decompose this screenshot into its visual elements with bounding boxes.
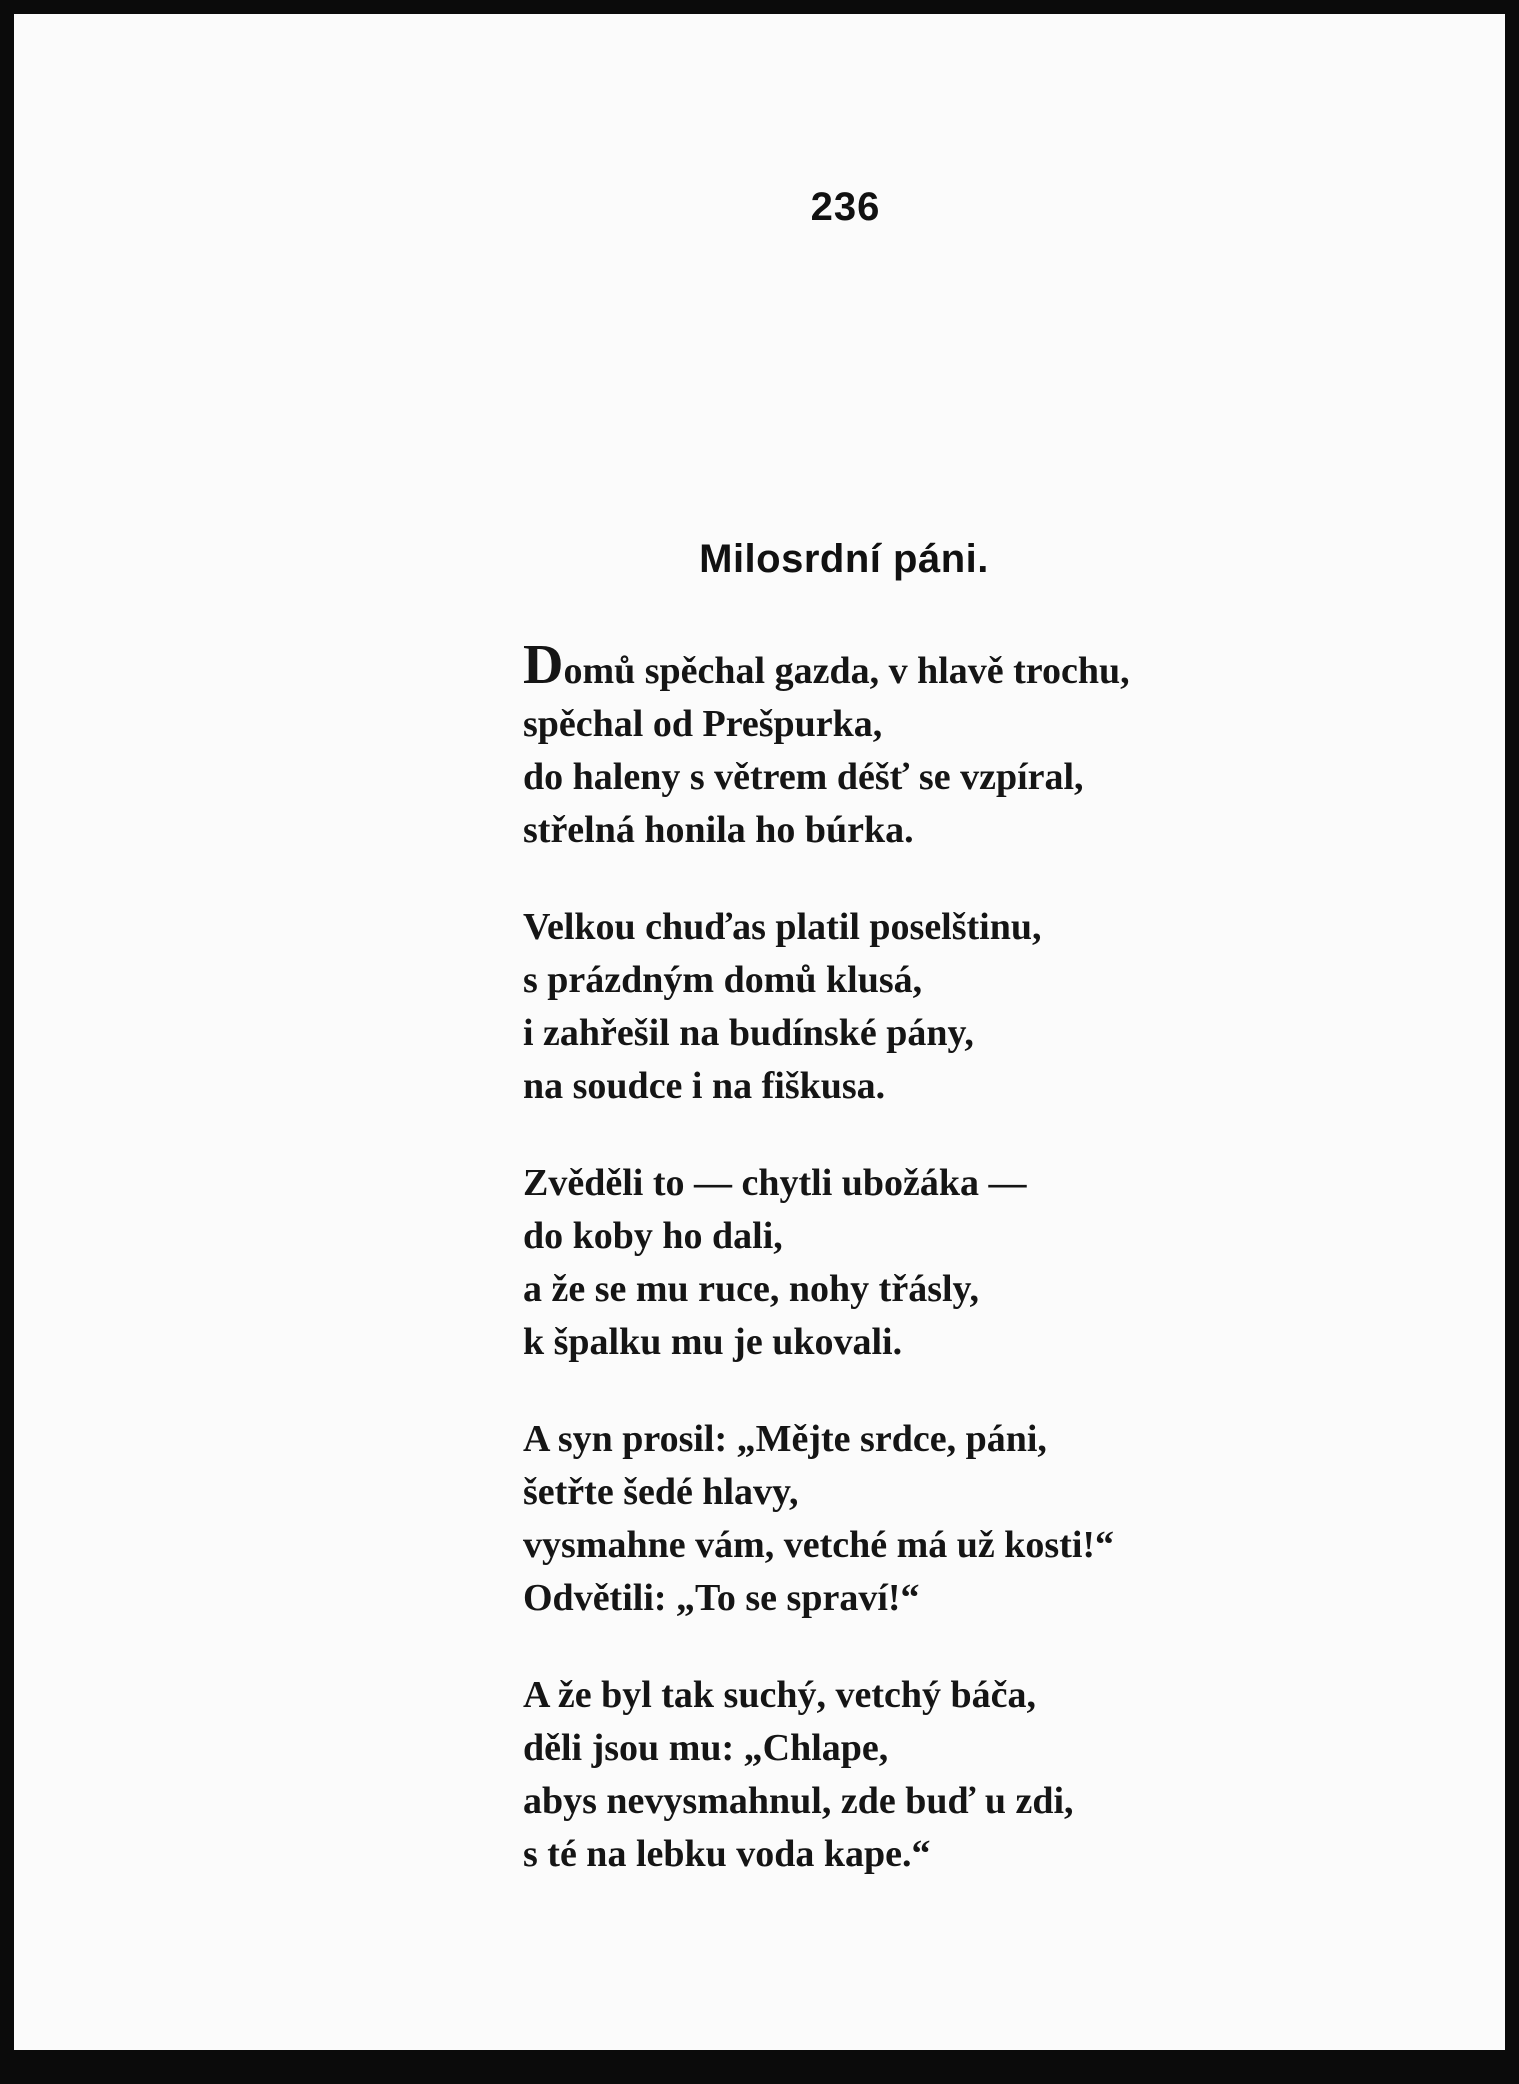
poem-line: vysmahne vám, vetché má už kosti!“ xyxy=(523,1524,1115,1566)
poem-line: A že byl tak suchý, vetchý báča, xyxy=(523,1674,1036,1716)
poem-line: A syn prosil: „Mějte srdce, páni, xyxy=(523,1418,1047,1460)
poem-line: Zvěděli to — chytli ubožáka — xyxy=(523,1162,1027,1204)
poem-line: do haleny s větrem déšť se vzpíral, xyxy=(523,756,1084,798)
stanza-2 xyxy=(523,901,1503,1113)
poem-line: s prázdným domů klusá, xyxy=(523,959,923,1001)
poem-line: k špalku mu je ukovali. xyxy=(523,1321,903,1363)
poem-line: na soudce i na fiškusa. xyxy=(523,1065,886,1107)
poem-line: Domů spěchal gazda, v hlavě trochu, xyxy=(523,634,1130,696)
poem-line: Velkou chuďas platil poselštinu, xyxy=(523,906,1042,948)
stanza-4 xyxy=(523,1413,1503,1625)
poem-line: do koby ho dali, xyxy=(523,1215,783,1257)
poem-line: střelná honila ho búrka. xyxy=(523,809,914,851)
poem-line: s té na lebku voda kape.“ xyxy=(523,1833,931,1875)
poem-line: spěchal od Prešpurka, xyxy=(523,703,883,745)
stanza-1 xyxy=(523,634,1503,857)
poem-line: šetřte šedé hlavy, xyxy=(523,1471,799,1513)
poem-line: Odvětili: „To se spraví!“ xyxy=(523,1577,920,1619)
poem-title: Milosrdní páni. xyxy=(699,537,989,581)
poem-body xyxy=(523,634,1503,1925)
page-number: 236 xyxy=(810,185,881,229)
poem-line: i zahřešil na budínské pány, xyxy=(523,1012,974,1054)
poem-line: a že se mu ruce, nohy třásly, xyxy=(523,1268,979,1310)
stanza-3 xyxy=(523,1157,1503,1369)
poem-line: abys nevysmahnul, zde buď u zdi, xyxy=(523,1780,1074,1822)
stanza-5 xyxy=(523,1669,1503,1881)
poem-line: děli jsou mu: „Chlape, xyxy=(523,1727,889,1769)
initial-letter: D xyxy=(523,634,564,696)
